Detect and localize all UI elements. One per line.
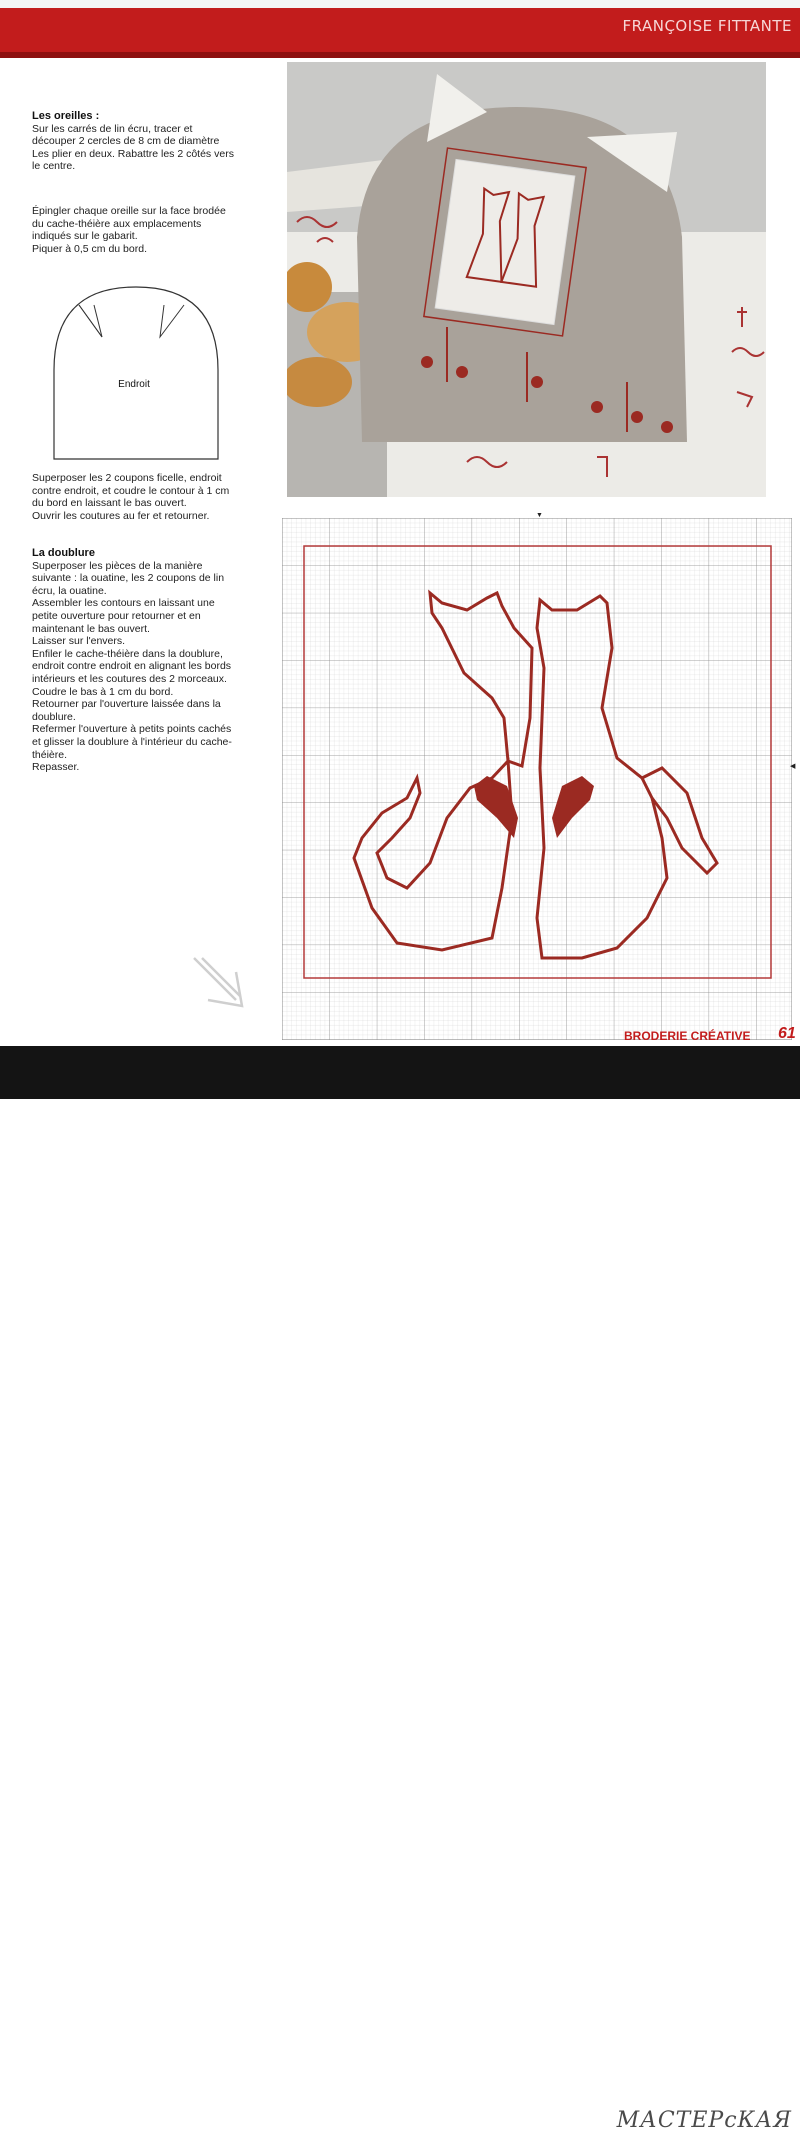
header-bar	[0, 0, 800, 58]
text-line: Superposer les pièces de la manière	[32, 559, 203, 572]
section-pin	[32, 205, 282, 255]
text-line: le centre.	[32, 160, 76, 173]
text-line: Repasser.	[32, 761, 80, 774]
section-assemble	[32, 472, 282, 522]
text-line: Épingler chaque oreille sur la face brodée	[32, 205, 226, 217]
footer-bar	[0, 1046, 800, 2133]
tea-cozy-photo	[287, 62, 766, 497]
text-line: contre endroit, et coudre le contour à 1 cm	[32, 484, 230, 497]
text-line: Refermer l'ouverture à petits points cachés	[32, 723, 232, 736]
section-ears	[32, 110, 282, 173]
text-line: Assembler les contours en laissant une	[32, 597, 215, 610]
magazine-name: BRODERIE CRÉATIVE	[624, 1029, 751, 1043]
section-lining-title: La doublure	[32, 547, 95, 559]
center-marker-right: ◀	[790, 763, 796, 770]
text-line: Retourner par l'ouverture laissée dans la	[32, 698, 221, 711]
section-ears-title: Les oreilles :	[32, 110, 100, 122]
pattern-template	[52, 285, 222, 461]
text-line: maintenant le bas ouvert.	[32, 622, 150, 635]
diagonal-arrow-icon	[188, 952, 248, 1012]
text-line: suivante : la ouatine, les 2 coupons de lin	[32, 572, 225, 585]
text-line: du bord en laissant le bas ouvert.	[32, 497, 187, 510]
watermark: МАСТЕРсКАЯ	[616, 2108, 792, 2133]
text-line: petite ouverture pour retourner et en	[32, 609, 201, 622]
text-line: Ouvrir les coutures au fer et retourner.	[32, 509, 210, 522]
text-line: Enfiler le cache-théière dans la doublure,	[32, 647, 223, 660]
text-line: écru, la ouatine.	[32, 584, 107, 597]
chart-grid	[282, 518, 792, 1040]
text-line: Coudre le bas à 1 cm du bord.	[32, 685, 174, 698]
text-line: et glisser la doublure à l'intérieur du cache-	[32, 735, 232, 748]
text-line: doublure.	[32, 710, 76, 723]
text-line: Superposer les 2 coupons ficelle, endroit	[32, 472, 222, 484]
text-line: théière.	[32, 748, 68, 761]
text-line: intérieurs et les coutures des 2 morceaux.	[32, 672, 227, 685]
page-number: 61	[778, 1025, 796, 1042]
text-line: Les plier en deux. Rabattre les 2 côtés vers	[32, 147, 234, 160]
text-line: du cache-théière aux emplacements	[32, 217, 202, 230]
center-marker-top: ▼	[536, 512, 543, 519]
text-line: endroit contre endroit en alignant les bords	[32, 660, 232, 673]
text-line: Sur les carrés de lin écru, tracer et	[32, 122, 193, 135]
pattern-label: Endroit	[118, 379, 150, 390]
text-line: découper 2 cercles de 8 cm de diamètre	[32, 135, 220, 148]
author-name: FRANÇOISE FITTANTE	[622, 17, 792, 35]
text-line: Laisser sur l'envers.	[32, 635, 126, 648]
text-line: indiqués sur le gabarit.	[32, 230, 138, 243]
text-line: Piquer à 0,5 cm du bord.	[32, 242, 147, 255]
cross-stitch-chart	[282, 518, 792, 1040]
section-lining	[32, 547, 282, 774]
